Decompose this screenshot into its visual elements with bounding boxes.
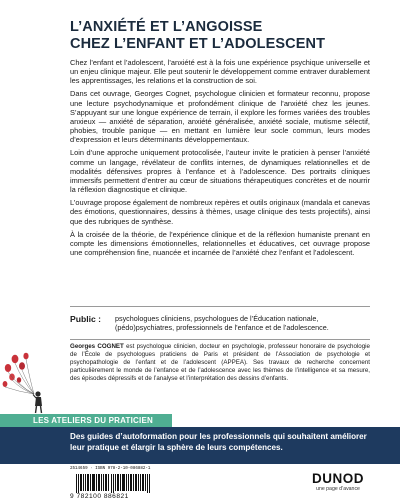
series-description: Des guides d’autoformation pour les professionnels qui souhaitent améliorer leur pratique et élargir la sphère de leurs compétences. xyxy=(70,432,367,452)
author-name: Georges COGNET xyxy=(70,343,124,350)
description-paragraph-5: À la croisée de la théorie, de l’expérience clinique et de la réflexion humaniste prenant en compte les dimensions émotionnelles, relationnelles et éducatives, cet ouvrage propose une compréhension fine, nuancée et incarnée de l’anxiété chez l’enfant et l’adolescent. xyxy=(70,229,370,258)
isbn-digits: 9 782100 886821 xyxy=(70,493,129,500)
description-paragraph-2: Dans cet ouvrage, Georges Cognet, psychologue clinicien et formateur reconnu, propose une lecture psychodynamique et profondément clinique de l’anxiété chez les jeunes. S’appuyant sur une longue expérience de terrain, il explore les formes variées des troubles anxieux — anxiété de séparation, anxiété généralisée, anxiété sociale, mutisme sélectif, phobies, trouble panique — en mettant en lumière leur socle commun, leurs modes d’expression et leurs déterminants développementaux. xyxy=(70,89,370,145)
publisher-tagline: une page d’avance xyxy=(316,486,360,492)
author-bio xyxy=(70,343,370,383)
description-paragraph-1: Chez l’enfant et l’adolescent, l’anxiété est à la fois une expérience psychique universelle et un enjeu clinique majeur. Elle peut soutenir le développement comme entraver durablement les apprentissages, les relations et la construction de soi. xyxy=(70,58,370,86)
title-line-1: L’ANXIÉTÉ ET L’ANGOISSE xyxy=(70,19,263,35)
isbn-barcode xyxy=(70,467,158,501)
isbn-reference: 2514659 · ISBN 978-2-10-086882-1 xyxy=(70,467,151,471)
author-bio-text: est psychologue clinicien, docteur en psychologie, professeur honoraire de psychologie de l’École de psychologues praticiens de Paris et président de l’Association de psychologie et psychopathologie de l’enfant et de l’adolescent (APPEA). Ses travaux de recherche concernent particulièrement le monde de l’enfance et de l’adolescence avec les thèmes de l’intelligence et sa mesure, des épisodes dépressifs et de l’analyse et l’interprétation des dessins d’enfants. xyxy=(70,343,370,382)
balloons-icon xyxy=(3,353,34,394)
audience-text: psychologues cliniciens, psychologues de l’Éducation nationale, (pédo)psychiatres, professionnels de l’enfance et de l’adolescence. xyxy=(115,314,329,332)
description-paragraph-3: Loin d’une approche uniquement protocolisée, l’auteur invite le praticien à penser l’anxiété comme un langage, révélateur de conflits internes, de dynamiques relationnelles et de modalités défensives propres à l’enfance et à l’adolescence. Des portraits cliniques immersifs permettent d’entrer au cœur de situations thérapeutiques concrètes et de nourrir la réflexion diagnostique et clinique. xyxy=(70,148,370,195)
audience-box xyxy=(70,306,370,340)
book-description xyxy=(70,58,370,261)
series-description-band xyxy=(0,427,400,464)
description-paragraph-4: L’ouvrage propose également de nombreux repères et outils originaux (mandala et canevas des émotions, questionnaires, dessins à thèmes, usage clinique des tests projectifs), ainsi que des rubriques de synthèse. xyxy=(70,198,370,226)
book-title xyxy=(70,19,370,53)
series-banner xyxy=(0,414,400,464)
series-label xyxy=(0,414,172,427)
publisher-name: DUNOD xyxy=(312,471,364,486)
audience-label: Public : xyxy=(70,314,102,324)
barcode-icon xyxy=(76,474,152,493)
series-label-text: LES ATELIERS DU PRATICIEN xyxy=(33,416,153,425)
title-line-2: CHEZ L’ENFANT ET L’ADOLESCENT xyxy=(70,36,326,52)
publisher-logo xyxy=(298,471,378,499)
child-silhouette-icon xyxy=(33,391,42,413)
balloon-child-illustration xyxy=(0,350,60,414)
